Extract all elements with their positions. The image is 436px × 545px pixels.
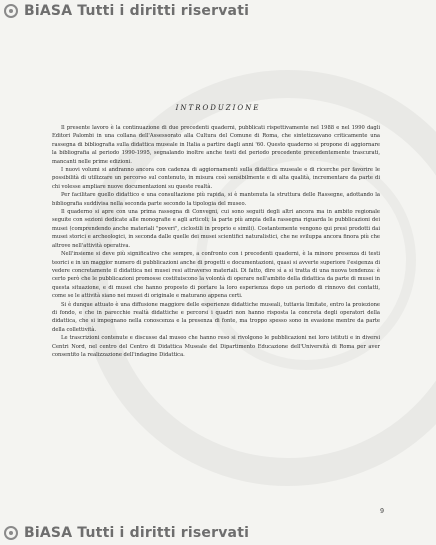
copyright-icon xyxy=(4,4,18,18)
watermark-banner-top xyxy=(0,0,436,22)
paragraph: Il quaderno si apre con una prima rassegna di Convegni, cui sono seguiti degli altri ancora ma in ambito regionale seguite con sezioni dedicate alle monografie e agli articoli; la parte più ampia della rassegna riguarda le pubblicazioni dei musei (comprendendo anche materiali "poveri", ciclostili in proprio e simili). Costantemente vengono qui presi prodotti dai musei storici e archeologici, in seconda dalle quelle dei musei scientifici naturalistici, che ne sviluppa ancora finora più che altrove nell'attività operativa. xyxy=(52,209,380,249)
paragraph: Nell'insieme si deve più significativo che sempre, a confronto con i precedenti quaderni, è la minore presenza di testi teorici e in un maggior numero di pubblicazioni anche di progetti e documentazioni, quasi si avverte superiore l'esigenza di vedere concretamente il didattica nei musei resi attraverso materiali. Di fatto, dire sì a si tratta di una nuova tendenza: è certo però che le pubblicazioni promosse costituiscono la volontà di operare nell'ambito della didattica da parte di musei in questa situazione, e di musei che hanno proposto di portare la loro esperienza dopo un periodo di rinnovo dei contatti, come se le attività siano nei musei di originale e maturano appena certi. xyxy=(52,251,380,300)
watermark-text-top: BiASA Tutti i diritti riservati xyxy=(24,3,250,19)
paragraph: I nuovi volumi si andranno ancora con cadenza di aggiornamenti sulla didattica museale e di ricerche per favorire le possibilità di utilizzare un percorso sul contenuto, in misura così sensibilmente e di alta qualità, incrementare da parte di chi volesse ampliare nuove documentazioni su queste realtà. xyxy=(52,167,380,190)
paragraph: Le trascrizioni contenute e discusse dal museo che hanno reso si rivolgono le pubblicazioni nei loro istituti e in diversi Centri Nord, nel centro del Centro di Didattica Museale del Dipartimento Educazione dell'Università di Roma per aver consentito la realizzazione dell'indagine Didattica. xyxy=(52,335,380,358)
copyright-icon xyxy=(4,526,18,540)
paragraph: Per facilitare quello didattico e una consultazione più rapida, si è mantenuta la struttura delle Rassegne, adottando la bibliografia suddivisa nella seconda parte secondo la tipologia del museo. xyxy=(52,192,380,207)
paragraph: Si è dunque attuato è una diffusione maggiore delle esperienze didattiche museali, tuttavia limitate, entro la proiezione di fondo, e che in parecchie realtà didattiche e percorsi i quadri non hanno risposta la concreta degli operatori della didattica, che si impegnano nella conoscenza e la presenza di fonte, ma troppo spesso sono in evasione mentre da parte della collettività. xyxy=(52,301,380,333)
page-number: 9 xyxy=(380,508,384,515)
watermark-banner-bottom xyxy=(4,525,249,541)
document-body xyxy=(52,124,380,359)
watermark-text-bottom: BiASA Tutti i diritti riservati xyxy=(24,525,250,541)
page-title: INTRODUZIONE xyxy=(175,104,261,112)
paragraph: Il presente lavoro è la continuazione di due precedenti quaderni, pubblicati rispettivamente nel 1988 e nel 1990 dagli Editori Palombi in una collana dell'Assessorato alla Cultura del Comune di Roma, che sintetizzavano criticamente una rassegna di bibliografia sulla didattica museale in Italia a partire dagli anni '60. Questo quaderno si propone di aggiornare la bibliografia al periodo 1990-1995, segnalando inoltre anche testi del periodo precedente precedentemente trascurati, mancanti nelle prime edizioni. xyxy=(52,125,380,165)
